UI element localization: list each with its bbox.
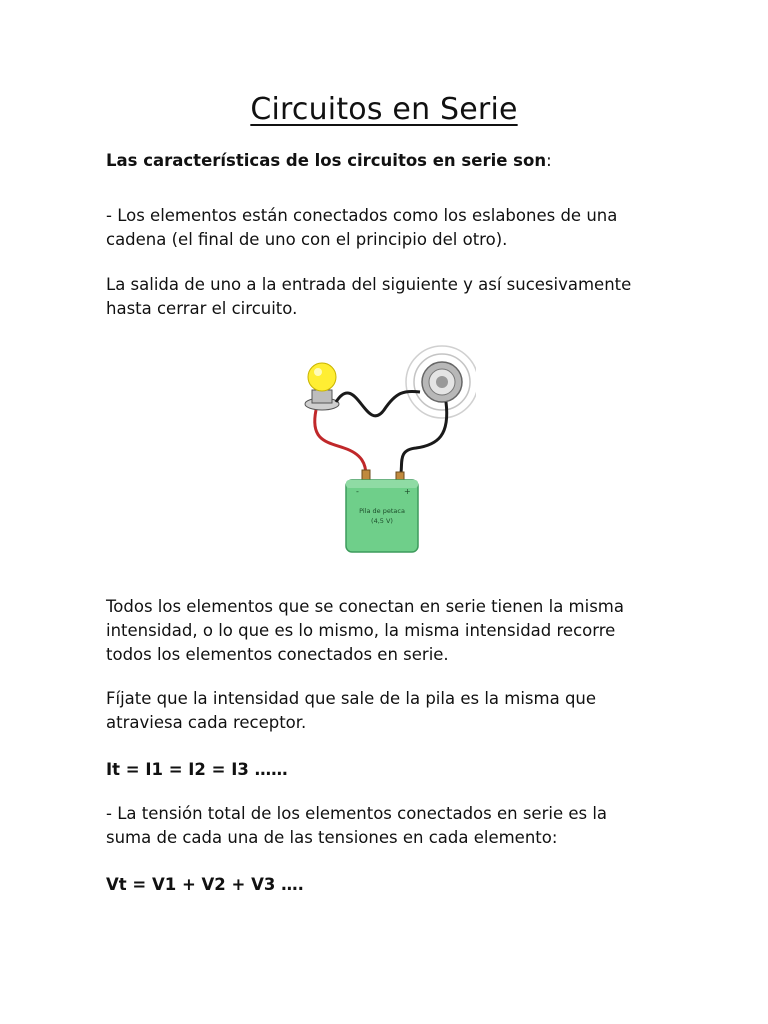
formula-current: It = I1 = I2 = I3 …… xyxy=(106,760,288,779)
series-circuit-illustration xyxy=(296,340,476,555)
battery-label-line1: Pila de petaca xyxy=(359,507,405,515)
battery-label-line2: (4,5 V) xyxy=(371,517,393,525)
series-circuit-figure xyxy=(296,340,476,555)
buzzer-icon xyxy=(422,362,462,402)
formula-voltage: Vt = V1 + V2 + V3 …. xyxy=(106,875,304,894)
paragraph-same-current: Todos los elementos que se conectan en serie tienen la misma intensidad, o lo que es lo mismo, la misma intensidad recorre todos los elementos conectados en serie. xyxy=(106,597,624,664)
wire-bulb-to-buzzer xyxy=(336,391,420,415)
page-title: Circuitos en Serie xyxy=(250,92,518,127)
light-bulb-icon xyxy=(305,363,339,410)
intro-heading-colon: : xyxy=(546,151,552,170)
intro-heading xyxy=(106,149,552,173)
paragraph-total-voltage: - La tensión total de los elementos conectados en serie es la suma de cada una de las tensiones en cada elemento: xyxy=(106,804,608,847)
wire-bulb-to-battery xyxy=(315,410,366,476)
paragraph-battery-current: Fíjate que la intensidad que sale de la pila es la misma que atraviesa cada receptor. xyxy=(106,689,597,732)
battery-plus-label: + xyxy=(404,487,411,496)
intro-heading-text: Las características de los circuitos en serie son xyxy=(106,151,547,170)
battery-minus-label: - xyxy=(356,487,359,496)
paragraph-elements-chain: - Los elementos están conectados como los eslabones de una cadena (el final de uno con el principio del otro). xyxy=(106,206,618,249)
paragraph-output-input: La salida de uno a la entrada del siguiente y así sucesivamente hasta cerrar el circuito. xyxy=(106,275,632,318)
